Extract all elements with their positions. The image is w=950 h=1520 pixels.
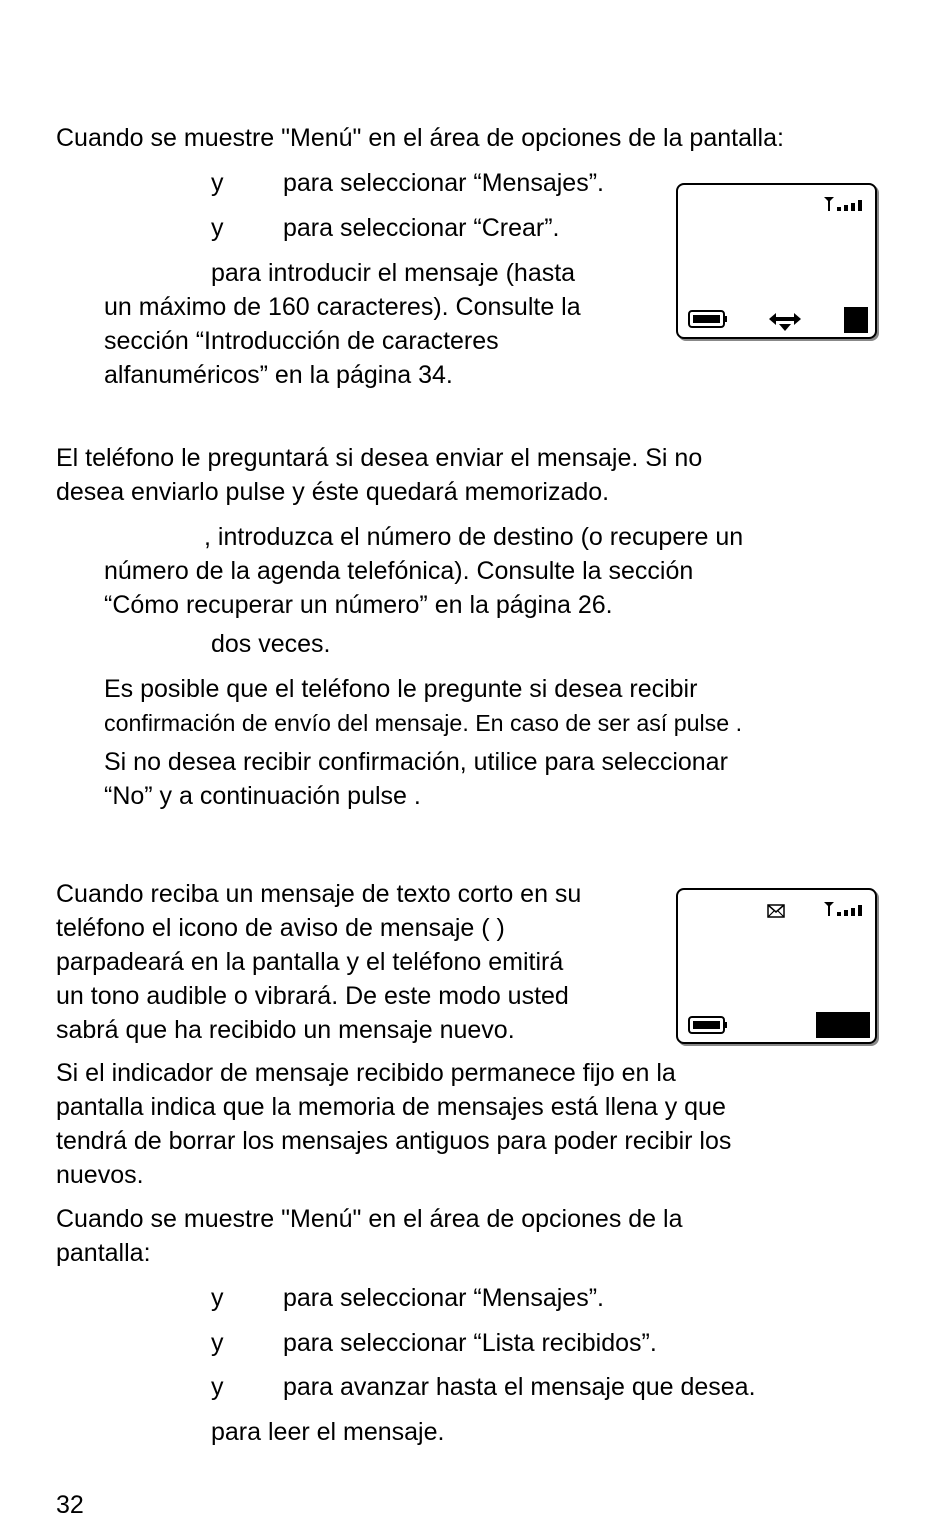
body-text: teléfono el icono de aviso de mensaje ( ) <box>56 914 505 942</box>
body-text: Cuando reciba un mensaje de texto corto en su <box>56 880 582 908</box>
body-text: pantalla indica que la memoria de mensajes está llena y que <box>56 1093 726 1121</box>
step-text: para seleccionar “Lista recibidos”. <box>283 1329 657 1357</box>
step-text: sección “Introducción de caracteres <box>104 327 499 355</box>
step-text: alfanuméricos” en la página 34. <box>104 361 453 389</box>
signal-strength-icon <box>823 900 869 918</box>
step-text: un máximo de 160 caracteres). Consulte la <box>104 293 581 321</box>
page-number: 32 <box>56 1491 84 1519</box>
body-text: tendrá de borrar los mensajes antiguos para poder recibir los <box>56 1127 732 1155</box>
body-text: nuevos. <box>56 1161 144 1189</box>
step-text: para leer el mensaje. <box>211 1418 445 1446</box>
body-text: pantalla: <box>56 1239 151 1267</box>
body-text: sabrá que ha recibido un mensaje nuevo. <box>56 1016 515 1044</box>
section1-intro: Cuando se muestre "Menú" en el área de opciones de la pantalla: <box>56 124 784 152</box>
step-connector: y <box>211 1373 224 1401</box>
battery-icon <box>688 1016 728 1034</box>
soft-key-indicator <box>844 307 868 333</box>
note-text: Si no desea recibir confirmación, utilice para seleccionar <box>104 748 728 776</box>
body-text: El teléfono le preguntará si desea enviar el mensaje. Si no <box>56 444 703 472</box>
step-text: para introducir el mensaje (hasta <box>211 259 576 287</box>
step-connector: y <box>211 1329 224 1357</box>
step-text: , introduzca el número de destino (o recupere un <box>204 523 744 551</box>
step-text: para avanzar hasta el mensaje que desea. <box>283 1373 756 1401</box>
signal-strength-icon <box>823 195 869 213</box>
body-text: Si el indicador de mensaje recibido permanece fijo en la <box>56 1059 676 1087</box>
step-text: dos veces. <box>211 630 331 658</box>
step-text: “Cómo recuperar un número” en la página 26. <box>104 591 613 619</box>
body-text: parpadeará en la pantalla y el teléfono emitirá <box>56 948 564 976</box>
step-text: número de la agenda telefónica). Consulte la sección <box>104 557 694 585</box>
step-connector: y <box>211 169 224 197</box>
envelope-icon <box>767 904 785 918</box>
phone-display-message-received <box>676 888 877 1044</box>
step-text: para seleccionar “Mensajes”. <box>283 1284 604 1312</box>
step-text: para seleccionar “Mensajes”. <box>283 169 604 197</box>
step-connector: y <box>211 1284 224 1312</box>
note-text: confirmación de envío del mensaje. En caso de ser así pulse . <box>104 710 743 736</box>
soft-key-indicator <box>816 1012 870 1038</box>
body-text: Cuando se muestre "Menú" en el área de opciones de la <box>56 1205 683 1233</box>
body-text: desea enviarlo pulse y éste quedará memorizado. <box>56 478 610 506</box>
body-text: un tono audible o vibrará. De este modo usted <box>56 982 569 1010</box>
note-text: “No” y a continuación pulse . <box>104 782 421 810</box>
phone-display-compose <box>676 183 877 339</box>
step-text: para seleccionar “Crear”. <box>283 214 560 242</box>
step-connector: y <box>211 214 224 242</box>
battery-icon <box>688 310 728 328</box>
note-text: Es posible que el teléfono le pregunte si desea recibir <box>104 675 698 703</box>
navigation-arrows-icon <box>767 310 803 332</box>
